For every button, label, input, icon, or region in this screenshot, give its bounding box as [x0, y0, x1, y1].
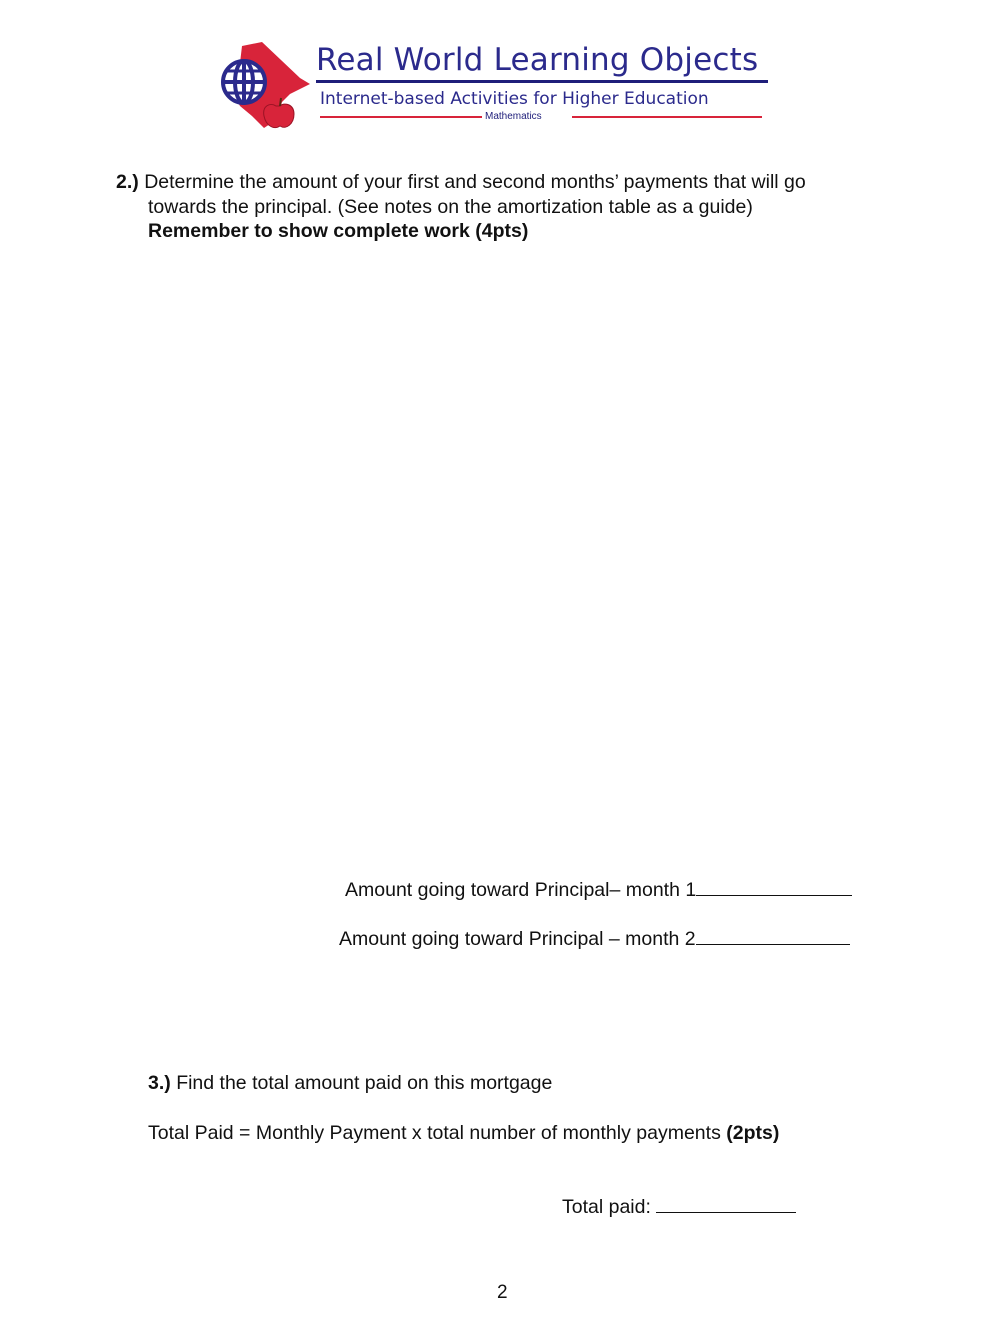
logo-subject: Mathematics — [485, 111, 542, 122]
logo-subject-rule-left — [320, 116, 482, 118]
question-2-text-line-2: towards the principal. (See notes on the amortization table as a guide) — [148, 196, 753, 218]
logo-title-rule — [316, 80, 768, 83]
question-3-formula: Total Paid = Monthly Payment x total number of monthly payments — [148, 1122, 721, 1144]
logo-subtitle: Internet-based Activities for Higher Education — [320, 89, 709, 109]
logo-graphic — [218, 40, 312, 132]
answer-month-1-label: Amount going toward Principal– month 1 — [345, 879, 697, 901]
question-2-text-line-1: Determine the amount of your first and second months’ payments that will go — [144, 171, 806, 193]
total-paid-label: Total paid: — [562, 1196, 651, 1218]
total-paid-row — [562, 1194, 796, 1220]
question-2-line-1 — [116, 170, 806, 195]
logo-title: Real World Learning Objects — [316, 42, 759, 78]
answer-month-1-row — [345, 877, 852, 903]
page-number: 2 — [497, 1282, 508, 1303]
answer-month-2-label: Amount going toward Principal – month 2 — [339, 928, 696, 950]
question-3-prompt: Find the total amount paid on this mortgage — [176, 1072, 553, 1094]
answer-month-2-blank[interactable] — [696, 926, 850, 945]
question-3-number: 3.) — [148, 1072, 171, 1094]
logo-subject-rule-right — [572, 116, 762, 118]
question-2-number: 2.) — [116, 171, 139, 193]
question-3-formula-row — [148, 1121, 779, 1146]
question-2-instruction: Remember to show complete work (4pts) — [148, 220, 529, 242]
globe-apple-logo-icon — [218, 40, 312, 132]
total-paid-blank[interactable] — [656, 1194, 796, 1213]
answer-month-1-blank[interactable] — [696, 877, 852, 896]
question-3-points: (2pts) — [726, 1122, 780, 1144]
answer-month-2-row — [339, 926, 850, 952]
question-3-line — [148, 1071, 552, 1096]
